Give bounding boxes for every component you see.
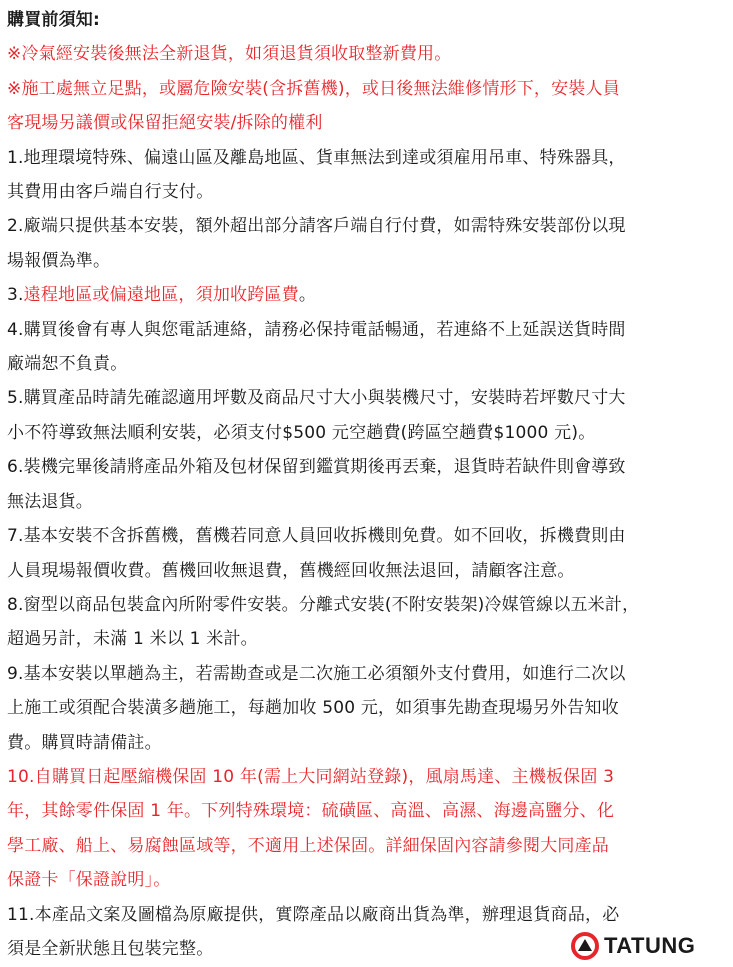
item-3-suffix: 。 (298, 285, 317, 306)
body-line: 場報價為準。 (7, 250, 111, 271)
body-line: 小不符導致無法順利安裝，必須支付$500 元空趟費(跨區空趟費$1000 元)。 (7, 422, 596, 443)
purchase-notice-document (7, 3, 729, 966)
body-line: 7.基本安裝不含拆舊機，舊機若同意人員回收拆機則免費。如不回收，拆機費則由 (7, 526, 626, 547)
logo-text: TATUNG (604, 933, 696, 958)
body-line: 其費用由客戶端自行支付。 (7, 182, 214, 203)
body-line: 6.裝機完畢後請將產品外箱及包材保留到鑑賞期後再丟棄，退貨時若缺件則會導致 (7, 457, 626, 478)
body-line: 費。購買時請備註。 (7, 732, 162, 753)
body-line: 1.地理環境特殊、偏遠山區及離島地區、貨車無法到達或須雇用吊車、特殊器具， (7, 147, 626, 168)
tatung-logo (570, 930, 695, 962)
body-line: 超過另計，未滿 1 米以 1 米計。 (7, 629, 258, 650)
notice-title: 購買前須知: (7, 10, 100, 30)
notice-line: 客現場另議價或保留拒絕安裝/拆除的權利 (7, 113, 323, 134)
tatung-logo-icon (570, 931, 600, 961)
body-line: 年，其餘零件保固 1 年。下列特殊環境：硫磺區、高溫、高濕、海邊高鹽分、化 (7, 801, 615, 822)
body-line: 廠端恕不負責。 (7, 354, 128, 375)
notice-line: ※施工處無立足點，或屬危險安裝(含拆舊機)，或日後無法維修情形下，安裝人員 (7, 78, 620, 99)
body-line: 無法退貨。 (7, 491, 93, 512)
body-line: 4.購買後會有專人與您電話連絡，請務必保持電話暢通，若連絡不上延誤送貨時間 (7, 319, 626, 340)
body-line: 2.廠端只提供基本安裝，額外超出部分請客戶端自行付費，如需特殊安裝部份以現 (7, 216, 626, 237)
item-3-prefix: 3. (7, 285, 24, 306)
body-line: 8.窗型以商品包裝盒內所附零件安裝。分離式安裝(不附安裝架)冷媒管線以五米計， (7, 594, 640, 615)
item-3-red-text: 遠程地區或偏遠地區，須加收跨區費 (23, 285, 299, 306)
body-line: 須是全新狀態且包裝完整。 (7, 938, 214, 959)
body-line: 9.基本安裝以單趟為主，若需勘查或是二次施工必須額外支付費用，如進行二次以 (7, 663, 626, 684)
body-line: 保證卡「保證說明」。 (7, 870, 171, 891)
body-line: 上施工或須配合裝潢多趟施工，每趟加收 500 元，如須事先勘查現場另外告知收 (7, 698, 619, 719)
body-line: 5.購買產品時請先確認適用坪數及商品尺寸大小與裝機尺寸，安裝時若坪數尺寸大 (7, 388, 626, 409)
notice-line: ※冷氣經安裝後無法全新退貨，如須退貨須收取整新費用。 (7, 44, 452, 65)
body-line: 10.自購買日起壓縮機保固 10 年(需上大同網站登錄)，風扇馬達、主機板保固 3 (7, 766, 615, 787)
body-line: 學工廠、船上、易腐蝕區域等，不適用上述保固。詳細保固內容請參閱大同產品 (7, 835, 609, 856)
body-line: 11.本產品文案及圖檔為原廠提供，實際產品以廠商出貨為準，辦理退貨商品，必 (7, 904, 620, 925)
body-line-item-3 (7, 278, 729, 312)
body-line: 人員現場報價收費。舊機回收無退費，舊機經回收無法退回，請顧客注意。 (7, 560, 575, 581)
